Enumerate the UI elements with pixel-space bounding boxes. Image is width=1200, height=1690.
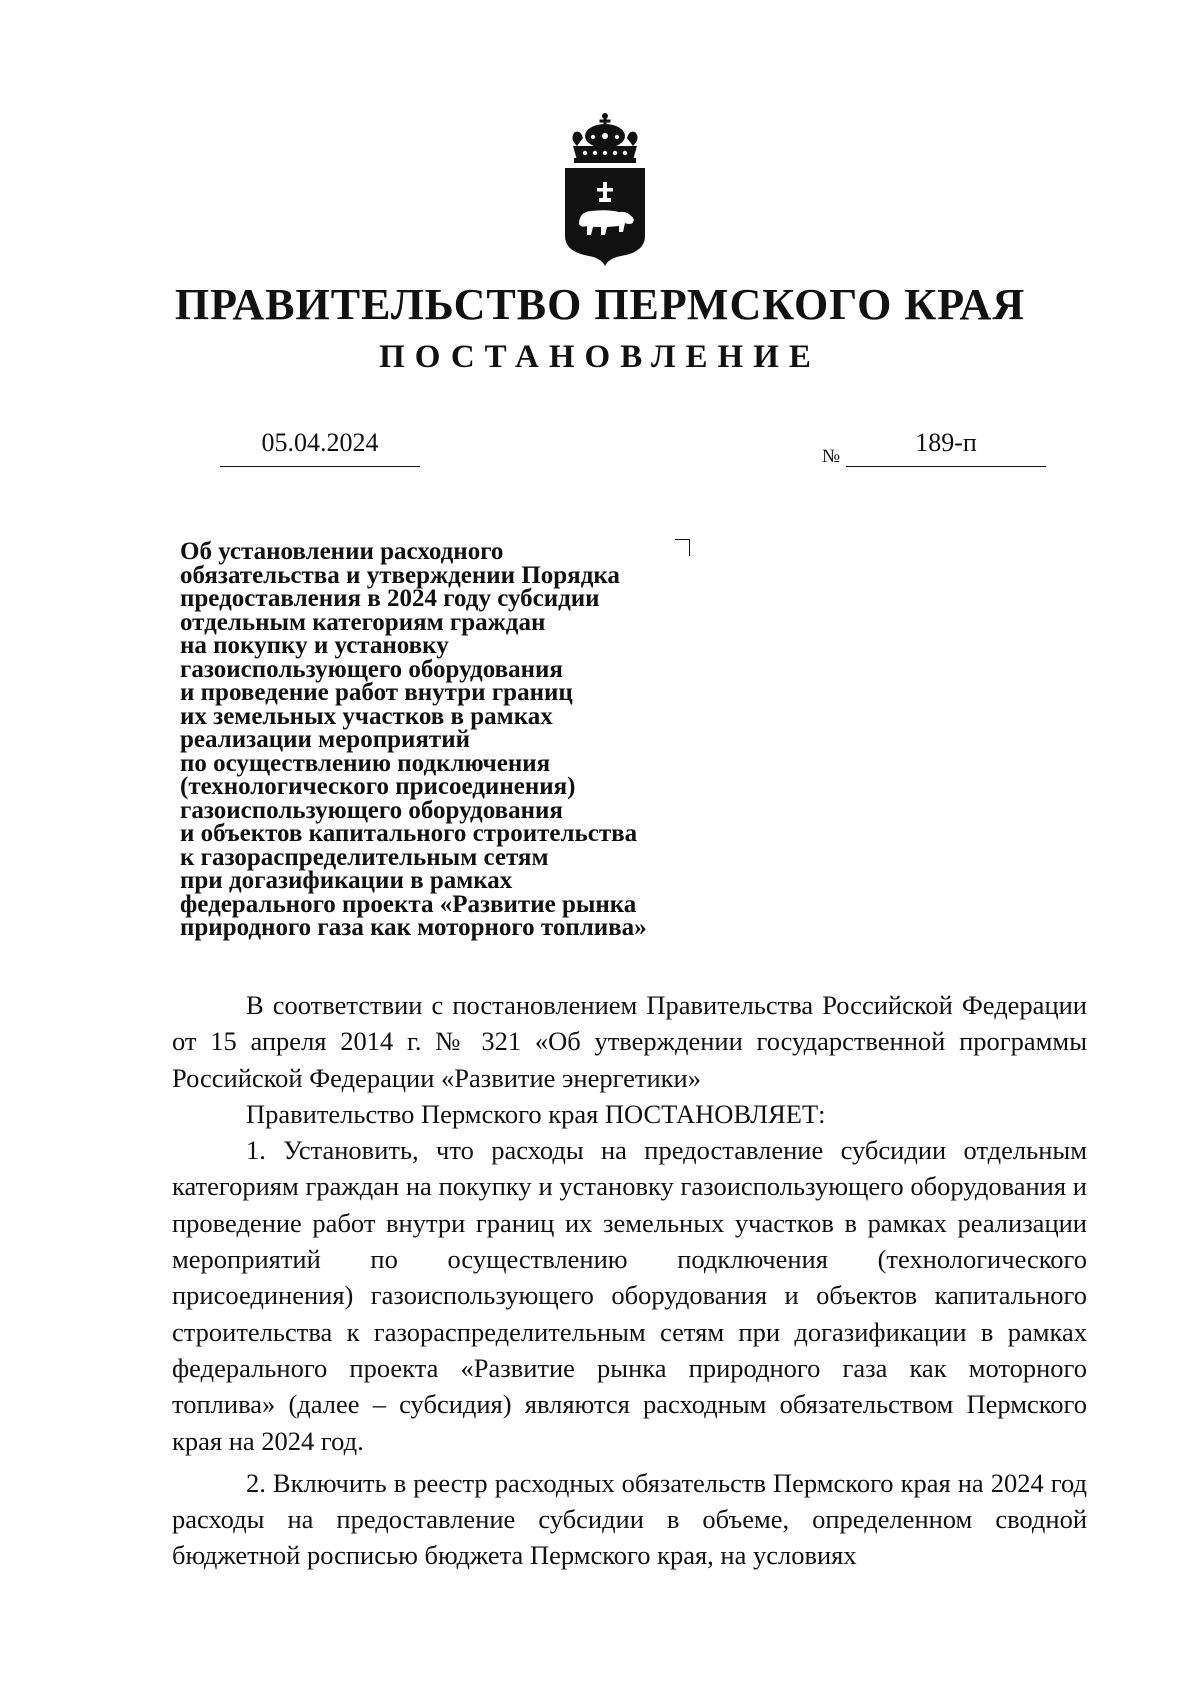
subject-line: предоставления в 2024 году субсидии [180, 585, 600, 612]
document-date: 05.04.2024 [220, 428, 420, 467]
subject-line: (технологического присоединения) [180, 773, 576, 800]
resolves-paragraph: Правительство Пермского края ПОСТАНОВЛЯЕТ: [246, 1098, 826, 1129]
subject-line: и объектов капитального строительства [180, 820, 638, 847]
preamble-paragraph: В соответствии с постановлением Правительства Российской Федерации от 15 апреля 2014 г. № 321 «Об утверждении государственной программы Российской Федерации «Развитие энергетики» [172, 990, 1087, 1093]
subject-line: отдельным категориям граждан [180, 608, 546, 636]
document-subject [180, 540, 740, 940]
number-sign: № [822, 446, 841, 467]
subject-line: по осуществлению подключения [180, 749, 551, 777]
item-1-paragraph: 1. Установить, что расходы на предоставление субсидии отдельным категориям граждан на покупку и установку газоиспользующего оборудования и проведение работ внутри границ их земельных участков в рамках реализации мероприятий по осуществлению подключения (технологического присоединения) газоиспользующего оборудования и объектов капитального строительства к газораспределительным сетям при догазификации в рамках федерального проекта «Развитие рынка природного газа как моторного топлива» (далее – субсидия) являются расходным обязательством Пермского края на 2024 год. [172, 1135, 1087, 1456]
subject-line: обязательства и утверждении Порядка [180, 561, 620, 589]
subject-line: газоиспользующего оборудования [180, 655, 563, 683]
subject-line: газоиспользующего оборудования [180, 796, 563, 824]
document-number: 189-п [846, 428, 1046, 467]
subject-line: Об установлении расходного [180, 538, 504, 565]
subject-line: природного газа как моторного топлива» [180, 914, 647, 941]
government-title: ПРАВИТЕЛЬСТВО ПЕРМСКОГО КРАЯ [174, 280, 1026, 329]
subject-line: федерального проекта «Развитие рынка [180, 890, 637, 918]
perm-krai-coat-of-arms-icon [561, 112, 649, 266]
subject-line: их земельных участков в рамках [180, 702, 553, 730]
subject-line: к газораспределительным сетям [180, 843, 549, 871]
subject-line: реализации мероприятий [180, 726, 471, 753]
document-type: ПОСТАНОВЛЕНИЕ [379, 339, 821, 375]
subject-line: на покупку и установку [180, 632, 449, 659]
subject-line: и проведение работ внутри границ [180, 679, 573, 706]
subject-corner-mark [675, 539, 690, 556]
subject-line: при догазификации в рамках [180, 867, 513, 894]
item-2-paragraph: 2. Включить в реестр расходных обязательств Пермского края на 2024 год расходы на предоставление субсидии в объеме, определенном сводной бюджетной росписью бюджета Пермского края, на условиях [172, 1467, 1087, 1571]
document-body [172, 987, 1087, 1574]
